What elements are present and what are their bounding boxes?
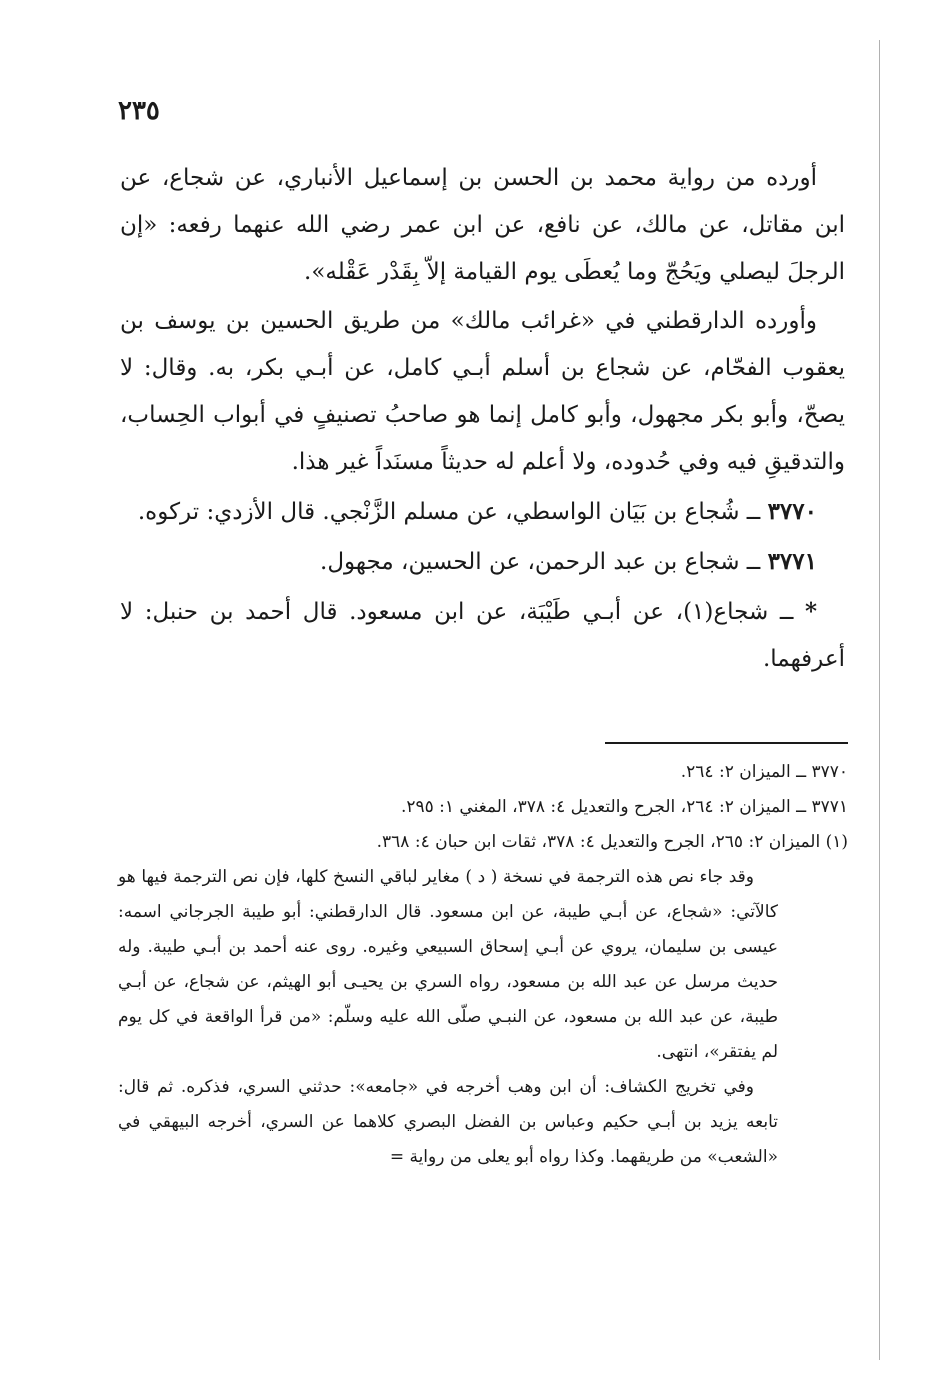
entry-3770 (120, 488, 845, 536)
entry-star-text: ــ شجاع(١)، عن أبـي طَيْبَة، عن ابن مسعود. قال أحمد بن حنبل: لا أعرفهما. (120, 599, 845, 672)
entry-3770-text: ــ شُجاع بن بَيَان الواسطي، عن مسلم الزَّنْجي. قال الأزدي: تركوه. (137, 499, 761, 525)
entry-3771-number: ٣٧٧١ (767, 548, 817, 575)
main-text (120, 155, 845, 685)
footnote-3771: ٣٧٧١ ــ الميزان ٢: ٢٦٤، الجرح والتعديل ٤: ٣٧٨، المغني ١: ٢٩٥. (400, 797, 848, 817)
footnote-separator (605, 742, 848, 744)
entry-star-mark: * (804, 598, 818, 625)
footnote-1: (١) الميزان ٢: ٢٦٥، الجرح والتعديل ٤: ٣٧٨، ثقات ابن حبان ٤: ٣٦٨. (376, 832, 848, 852)
paragraph-2: وأورده الدارقطني في «غرائب مالك» من طريق الحسين بن يوسف بن يعقوب الفحّام، عن شجاع بن أسلم أبـي كامل، عن أبـي بكر، به. وقال: لا يصحّ، وأبو بكر مجهول، وأبو كامل إنما هو صاحبُ تصنيفٍ في أبواب الحِساب، والتدقيقِ فيه وفي حُدوده، ولا أعلم له حديثاً مسنَداً غير هذا. (120, 308, 845, 475)
entry-3770-number: ٣٧٧٠ (767, 498, 817, 525)
footnotes (118, 755, 848, 1175)
entry-star (120, 588, 845, 683)
footnote-1-continuation: وقد جاء نص هذه الترجمة في نسخة ( د ) مغاير لباقي النسخ كلها، فإن نص الترجمة فيها هو كالآتي: «شجاع، عن أبـي طيبة، عن ابن مسعود. قال الدارقطني: أبو طيبة الجرجاني اسمه: عيسى بن سليمان، يروي عن أبـي إسحاق السبيعي وغيره. روى عنه أحمد بن أبـي طيبة. وله حديث مرسل عن عبد الله بن مسعود، رواه السري بن يحيـى أبو الهيثم، عن شجاع، عن أبـي طيبة، عن عبد الله بن مسعود، عن النبـي صلّى الله عليه وسلّم: «من قرأ الواقعة في كل يوم لم يفتقر»، انتهى. (118, 867, 779, 1062)
entry-3771 (120, 538, 845, 586)
footnote-1-takhrij: وفي تخريج الكشاف: أن ابن وهب أخرجه في «جامعه»: حدثني السري، فذكره. ثم قال: تابعه يزيد بن أبـي حكيم وعباس بن الفضل البصري كلاهما عن السري، أخرجه البيهقي في «الشعب» من طريقهما. وكذا رواه أبو يعلى من رواية = (118, 1077, 778, 1167)
footnote-3770: ٣٧٧٠ ــ الميزان ٢: ٢٦٤. (680, 762, 848, 782)
page-number: ٢٣٥ (118, 96, 160, 126)
paragraph-1: أورده من رواية محمد بن الحسن بن إسماعيل الأنباري، عن شجاع، عن ابن مقاتل، عن مالك، عن نافع، عن ابن عمر رضي الله عنهما رفعه: «إن الرجلَ ليصلي ويَحُجّ وما يُعطَى يوم القيامة إلاّ بِقَدْر عَقْله». (120, 165, 845, 285)
page-edge-line (879, 40, 880, 1360)
entry-3771-text: ــ شجاع بن عبد الرحمن، عن الحسين، مجهول. (320, 549, 761, 575)
